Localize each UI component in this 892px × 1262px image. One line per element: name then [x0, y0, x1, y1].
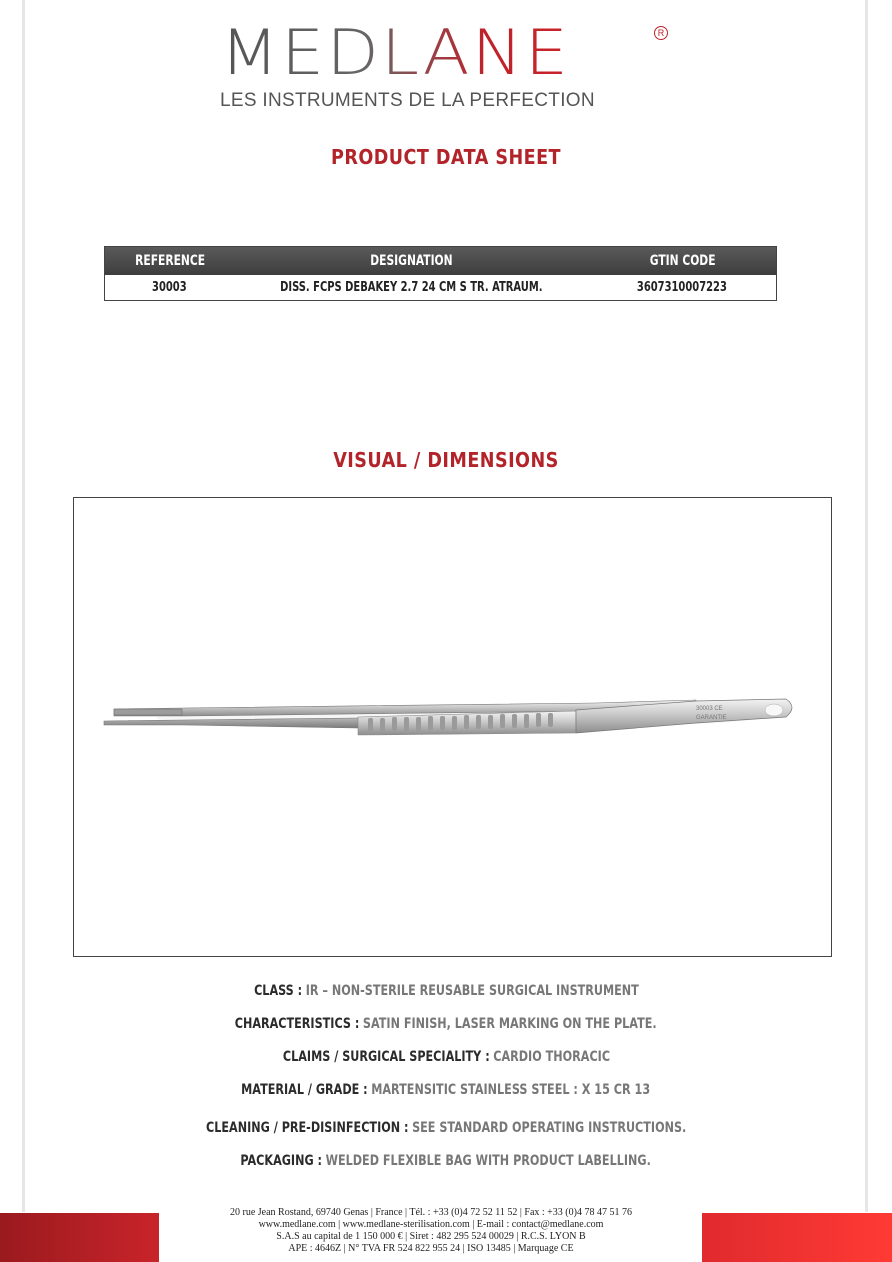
cell-reference: 30003: [152, 280, 188, 295]
spec-characteristics: CHARACTERISTICS : SATIN FINISH, LASER MARKING ON THE PLATE.: [235, 1016, 657, 1032]
logo-wordmark: MEDLANE: [220, 22, 704, 84]
brand-tagline: LES INSTRUMENTS DE LA PERFECTION: [220, 90, 595, 111]
header-designation: DESIGNATION: [370, 253, 453, 269]
cell-gtin-code: 3607310007223: [637, 280, 728, 295]
footer-legal: S.A.S au capital de 1 150 000 € | Siret : 482 295 524 00029 | R.C.S. LYON B: [276, 1231, 586, 1242]
spec-material: MATERIAL / GRADE : MARTENSITIC STAINLESS STEEL : X 15 CR 13: [241, 1082, 651, 1098]
header-gtin-code: GTIN CODE: [649, 253, 716, 269]
laser-marking-ref: 30003 CE: [696, 706, 723, 712]
spec-class: CLASS : IR – NON-STERILE REUSABLE SURGICAL INSTRUMENT: [253, 983, 639, 999]
table-header-row: [105, 247, 776, 275]
table-row: [105, 275, 776, 300]
spec-claims: CLAIMS / SURGICAL SPECIALITY : CARDIO THORACIC: [282, 1049, 610, 1065]
cell-designation: DISS. FCPS DEBAKEY 2.7 24 CM S TR. ATRAUM.: [280, 280, 543, 295]
product-visual-frame: [73, 497, 832, 957]
footer-websites: www.medlane.com | www.medlane-sterilisation.com | E-mail : contact@medlane.com: [258, 1219, 604, 1230]
visual-dimensions-title: VISUAL / DIMENSIONS: [333, 448, 559, 472]
medlane-logo: [220, 16, 680, 117]
header-reference: REFERENCE: [134, 253, 205, 269]
footer-red-bar-left: [0, 1213, 159, 1262]
footer-company-info: [160, 1207, 702, 1255]
registered-mark-icon: R: [654, 26, 668, 40]
forceps-image: [96, 683, 796, 773]
footer-registration: APE : 4646Z | N° TVA FR 524 822 955 24 | ISO 13485 | Marquage CE: [288, 1243, 574, 1254]
reference-table: [104, 246, 777, 301]
laser-marking-garantie: GARANTIE: [696, 715, 727, 721]
product-data-sheet-title: PRODUCT DATA SHEET: [330, 145, 561, 169]
spec-cleaning: CLEANING / PRE-DISINFECTION : SEE STANDARD OPERATING INSTRUCTIONS.: [205, 1120, 687, 1136]
footer-address: 20 rue Jean Rostand, 69740 Genas | France | Tél. : +33 (0)4 72 52 11 52 | Fax : +33 (0)4 78 47 51 76: [230, 1207, 632, 1218]
spec-packaging: PACKAGING : WELDED FLEXIBLE BAG WITH PRODUCT LABELLING.: [240, 1153, 652, 1169]
footer-red-bar-right: [702, 1213, 892, 1262]
